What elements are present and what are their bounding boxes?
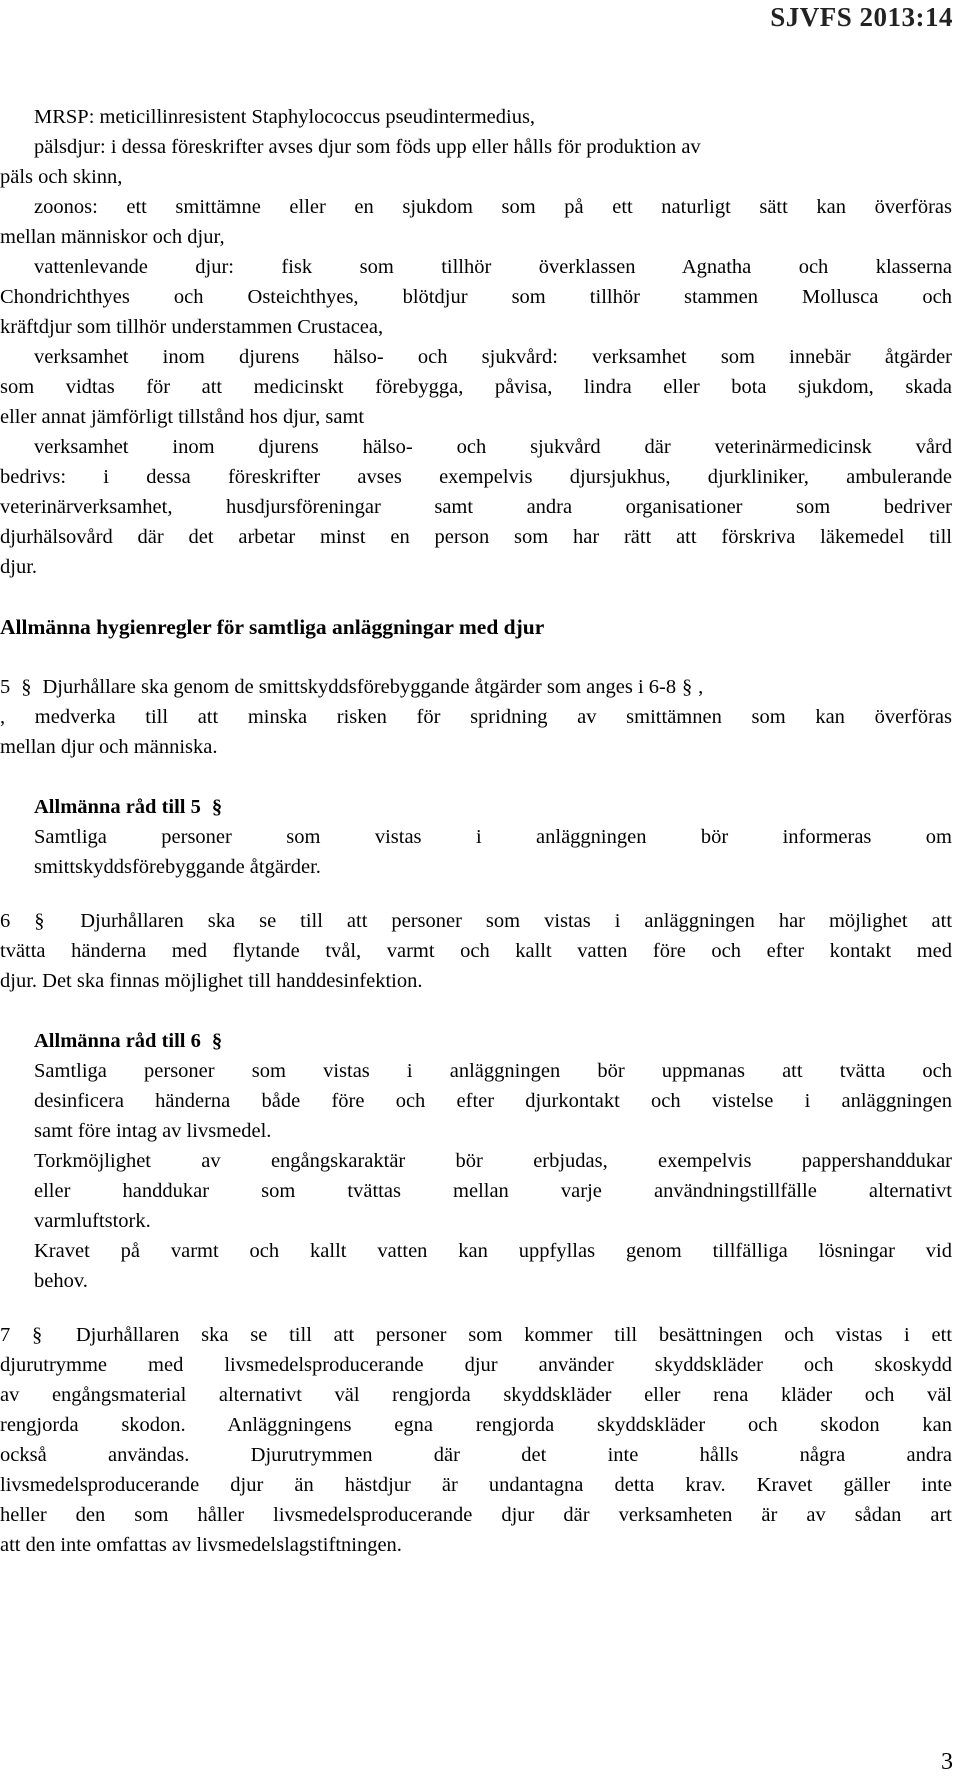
definition-verksamhet-line: veterinärverksamhet, husdjursföreningar samt andra organisationer som bedriver	[0, 496, 952, 518]
paragraph-text: mellan djur och människa.	[0, 736, 218, 758]
paragraph-text: rengjorda skodon. Anläggningens egna rengjorda skyddskläder och skodon kan	[0, 1414, 952, 1436]
paragraph-text: Djurhållare ska genom de smittskyddsförebyggande åtgärder som anges i 6-8	[42, 676, 677, 698]
definition-vattenlevande-line: vattenlevande djur: fisk som tillhör överklassen Agnatha och klasserna	[34, 256, 952, 278]
paragraph-text: av engångsmaterial alternativt väl rengjorda skyddskläder eller rena kläder och väl	[0, 1384, 952, 1406]
advice-text: Samtliga personer som vistas i anläggningen bör informeras om	[34, 826, 952, 848]
advice-text: samt före intag av livsmedel.	[34, 1120, 272, 1142]
advice-text: Samtliga personer som vistas i anläggningen bör uppmanas att tvätta och	[34, 1060, 952, 1082]
advice-text: Torkmöjlighet av engångskaraktär bör erbjudas, exempelvis pappershanddukar	[34, 1150, 952, 1172]
paragraph-text: Djurhållaren ska se till att personer som kommer till besättningen och vistas i ett	[75, 1324, 952, 1346]
paragraph-text: tvätta händerna med flytande tvål, varmt och kallt vatten före och efter kontakt med	[0, 940, 952, 962]
definition-mrsp: MRSP: meticillinresistent Staphylococcus pseudintermedius,	[34, 106, 536, 128]
paragraph-6	[0, 906, 952, 996]
definition-palsdjur-line: pälsdjur: i dessa föreskrifter avses djur som föds upp eller hålls för produktion av	[34, 136, 701, 158]
paragraph-number: 5	[0, 676, 11, 698]
definition-vattenlevande-line: Chondrichthyes och Osteichthyes, blötdjur som tillhör stammen Mollusca och	[0, 286, 952, 308]
section-sign: §	[682, 676, 693, 698]
paragraph-text: Djurhållaren ska se till att personer som vistas i anläggningen har möjlighet att	[80, 910, 952, 932]
definition-list	[0, 102, 952, 582]
paragraph-text: livsmedelsproducerande djur än hästdjur är undantagna detta krav. Kravet gäller inte	[0, 1474, 952, 1496]
advice-text: smittskyddsförebyggande åtgärder.	[34, 856, 321, 878]
advice-text: desinficera händerna både före och efter djurkontakt och vistelse i anläggningen	[34, 1090, 952, 1112]
definition-halsovard-line: verksamhet inom djurens hälso- och sjukvård: verksamhet som innebär åtgärder	[34, 346, 952, 368]
definition-zoonos-line: zoonos: ett smittämne eller en sjukdom som på ett naturligt sätt kan överföras	[34, 196, 952, 218]
advice-text: varmluftstork.	[34, 1210, 151, 1232]
page-number: 3	[941, 1749, 953, 1775]
definition-halsovard-line: eller annat jämförligt tillstånd hos djur, samt	[0, 406, 365, 428]
advice-title: Allmänna råd till 5	[34, 796, 201, 818]
definition-zoonos-line: mellan människor och djur,	[0, 226, 225, 248]
definition-halsovard-line: som vidtas för att medicinskt förebygga, påvisa, lindra eller bota sjukdom, skada	[0, 376, 952, 398]
definition-verksamhet-line: verksamhet inom djurens hälso- och sjukvård där veterinärmedicinsk vård	[34, 436, 952, 458]
paragraph-text: att den inte omfattas av livsmedelslagstiftningen.	[0, 1534, 402, 1556]
paragraph-number: 7	[0, 1324, 11, 1346]
section-heading: Allmänna hygienregler för samtliga anläggningar med djur	[0, 615, 545, 639]
advice-text: behov.	[34, 1270, 88, 1292]
section-sign: §	[211, 796, 223, 818]
section-sign: §	[21, 676, 32, 698]
paragraph-text: , medverka till att minska risken för spridning av smittämnen som kan överföras	[0, 706, 952, 728]
document-id-header: SJVFS 2013:14	[770, 2, 953, 32]
definition-verksamhet-line: djurhälsovård där det arbetar minst en person som har rätt att förskriva läkemedel till	[0, 526, 952, 548]
definition-verksamhet-line: djur.	[0, 556, 38, 578]
paragraph-text: djur. Det ska finnas möjlighet till handdesinfektion.	[0, 970, 423, 992]
section-sign: §	[211, 1030, 223, 1052]
paragraph-5: 5 § Djurhållare ska genom de smittskyddsförebyggande åtgärder som anges i 6-8 § , , medverka till att minska risken för spridning av smittämnen som kan överföras mellan djur och människa.	[0, 672, 952, 762]
paragraph-text: djurutrymme med livsmedelsproducerande djur använder skyddskläder och skoskydd	[0, 1354, 952, 1376]
advice-text: eller handdukar som tvättas mellan varje användningstillfälle alternativt	[34, 1180, 952, 1202]
page-body	[0, 102, 952, 1560]
definition-palsdjur-line: päls och skinn,	[0, 166, 123, 188]
general-advice-6	[0, 1026, 952, 1296]
paragraph-text: också användas. Djurutrymmen där det inte hålls några andra	[0, 1444, 952, 1466]
advice-title: Allmänna råd till 6	[34, 1030, 201, 1052]
advice-text: Kravet på varmt och kallt vatten kan uppfyllas genom tillfälliga lösningar vid	[34, 1240, 952, 1262]
paragraph-7	[0, 1320, 952, 1560]
paragraph-text: heller den som håller livsmedelsproducerande djur där verksamheten är av sådan art	[0, 1504, 952, 1526]
section-sign: §	[34, 910, 45, 932]
definition-verksamhet-line: bedrivs: i dessa föreskrifter avses exempelvis djursjukhus, djurkliniker, ambulerande	[0, 466, 952, 488]
general-advice-5	[0, 792, 952, 882]
definition-vattenlevande-line: kräftdjur som tillhör understammen Crustacea,	[0, 316, 384, 338]
paragraph-number: 6	[0, 910, 11, 932]
section-sign: §	[32, 1324, 43, 1346]
